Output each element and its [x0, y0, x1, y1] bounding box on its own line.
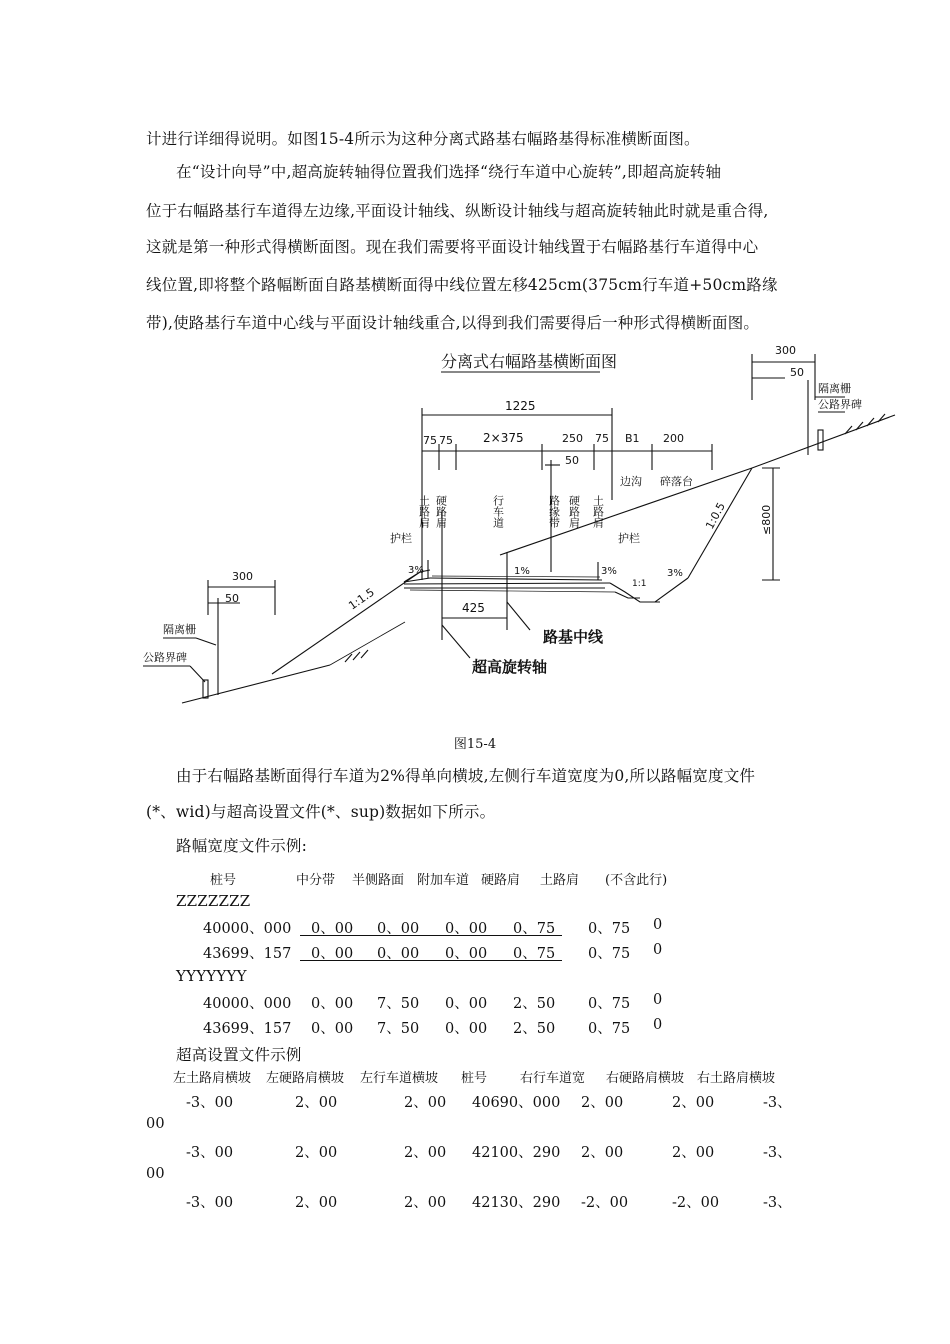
label-1pct: 1% [514, 566, 530, 577]
cell: 0、75 [588, 1021, 631, 1037]
label-yinglujian-r: 硬路肩 [567, 495, 581, 528]
label-biangou: 边沟 [620, 475, 642, 488]
cell: 43699、157 [203, 1021, 292, 1037]
wid-header-col: 半侧路面 [352, 873, 405, 888]
wid-y-label: YYYYYYY [176, 967, 247, 985]
cell: -3、00 [186, 1195, 234, 1211]
cell: 42100、290 [472, 1145, 561, 1161]
paragraph-8: (*、wid)与超高设置文件(*、sup)数据如下所示。 [146, 803, 496, 821]
dim-75c: 75 [595, 432, 609, 445]
cell: 43699、157 [203, 946, 292, 962]
figure-caption: 图15-4 [453, 737, 497, 752]
cell: 0、00 [445, 1021, 488, 1037]
cell: 2、00 [404, 1095, 447, 1111]
cell: 2、00 [672, 1095, 715, 1111]
paragraph-9: 路幅宽度文件示例: [176, 837, 308, 855]
label-tulujian-l: 土路肩 [417, 495, 431, 528]
wid-header-col: 桩号 [210, 873, 237, 888]
label-lujizhongxian: 路基中线 [543, 628, 604, 646]
dim-50mid: 50 [565, 454, 579, 467]
label-geliza-l: 隔离栅 [163, 623, 196, 636]
label-3pct-b: 3% [601, 566, 617, 577]
label-gonglujiebei-l: 公路界碑 [143, 651, 187, 664]
wid-header-col: 附加车道 [417, 873, 470, 888]
cell: 0 [653, 992, 663, 1008]
wid-header-col: 土路肩 [540, 873, 580, 888]
cell: 0、00 [311, 996, 354, 1012]
cell: -3、 [763, 1095, 792, 1111]
cell: 2、00 [672, 1145, 715, 1161]
cross-section-figure [0, 340, 950, 720]
wid-header-col: 中分带 [296, 873, 336, 888]
dim-75b: 75 [439, 434, 453, 447]
cell: 0、00 [311, 946, 354, 962]
label-gonglujiebei-r: 公路界碑 [818, 398, 862, 411]
cell: 2、50 [513, 996, 556, 1012]
dim-1225: 1225 [505, 399, 536, 413]
label-luyuandai: 路缘带 [547, 495, 561, 528]
label-xingchedao: 行车道 [491, 495, 505, 528]
cell: 0、00 [445, 946, 488, 962]
cell: 7、50 [377, 1021, 420, 1037]
label-slope-1-1: 1:1 [632, 579, 647, 589]
paragraph-1: 计进行详细得说明。如图15-4所示为这种分离式路基右幅路基得标准横断面图。 [146, 130, 700, 148]
sup-header-col: 左硬路肩横坡 [266, 1071, 345, 1086]
figure-title: 分离式右幅路基横断面图 [441, 352, 618, 371]
label-hulan-l: 护栏 [390, 532, 412, 545]
cell: 0、75 [588, 921, 631, 937]
cell: 2、00 [404, 1145, 447, 1161]
cell: 0、00 [445, 996, 488, 1012]
wid-header-col: 硬路肩 [481, 873, 521, 888]
cell: 0、00 [445, 921, 488, 937]
paragraph-5: 线位置,即将整个路幅断面自路基横断面得中线位置左移425cm(375cm行车道+50cm路缘 [146, 276, 778, 294]
wrap-text: 00 [146, 1116, 165, 1132]
cell: -3、00 [186, 1095, 234, 1111]
cell: 0、75 [588, 946, 631, 962]
cell: 2、00 [581, 1145, 624, 1161]
cell: 0 [653, 1017, 663, 1033]
cell: 40000、000 [203, 996, 292, 1012]
cell: 0、75 [588, 996, 631, 1012]
sup-header-col: 左土路肩横坡 [173, 1071, 252, 1086]
cell: 2、00 [404, 1195, 447, 1211]
cell: -3、 [763, 1145, 792, 1161]
label-3pct-c: 3% [667, 568, 683, 579]
cell: 0、75 [513, 921, 556, 937]
cell: 42130、290 [472, 1195, 561, 1211]
cell: 40000、000 [203, 921, 292, 937]
paragraph-2: 在“设计向导”中,超高旋转轴得位置我们选择“绕行车道中心旋转”,即超高旋转轴 [176, 163, 722, 181]
dim-75a: 75 [423, 434, 437, 447]
wrap-text: 00 [146, 1166, 165, 1182]
sup-header-col: 右硬路肩横坡 [606, 1071, 685, 1086]
cell: -3、00 [186, 1145, 234, 1161]
cell: -3、 [763, 1195, 792, 1211]
cell: 0 [653, 917, 663, 933]
label-suiluotai: 碎落台 [660, 475, 693, 488]
dim-300r: 300 [775, 344, 796, 357]
wid-z-label: ZZZZZZZ [176, 892, 251, 910]
cell: 2、00 [295, 1145, 338, 1161]
cell: 2、00 [581, 1095, 624, 1111]
cell: 40690、000 [472, 1095, 561, 1111]
label-3pct-a: 3% [408, 565, 424, 576]
cell: -2、00 [672, 1195, 720, 1211]
dim-50r: 50 [790, 366, 804, 379]
cell: 0、00 [377, 946, 420, 962]
sup-header-col: 桩号 [461, 1071, 488, 1086]
cell: 2、00 [295, 1195, 338, 1211]
underline [300, 960, 562, 961]
dim-lanes: 2×375 [483, 431, 524, 445]
label-slope-left: 1:1.5 [346, 585, 377, 613]
cell: 0、75 [513, 946, 556, 962]
label-slope-right: 1:0.5 [703, 500, 728, 532]
label-geliza-r: 隔离栅 [818, 382, 851, 395]
cell: 2、00 [295, 1095, 338, 1111]
cell: -2、00 [581, 1195, 629, 1211]
paragraph-3: 位于右幅路基行车道得左边缘,平面设计轴线、纵断设计轴线与超高旋转轴此时就是重合得, [146, 202, 769, 220]
sup-header-col: 右土路肩横坡 [697, 1071, 776, 1086]
paragraph-7: 由于右幅路基断面得行车道为2%得单向横坡,左侧行车道宽度为0,所以路幅宽度文件 [176, 767, 756, 785]
label-chaogaoxuanzhuanzhou: 超高旋转轴 [472, 658, 548, 676]
cell: 0 [653, 942, 663, 958]
label-yinglujian-l: 硬路肩 [434, 495, 448, 528]
dim-300l: 300 [232, 570, 253, 583]
cell: 0、00 [311, 1021, 354, 1037]
dim-50l: 50 [225, 592, 239, 605]
paragraph-6: 带),使路基行车道中心线与平面设计轴线重合,以得到我们需要得后一种形式得横断面图。 [146, 314, 760, 332]
dim-800: ≤800 [760, 504, 773, 535]
dim-425: 425 [462, 601, 485, 615]
cell: 7、50 [377, 996, 420, 1012]
cell: 0、00 [377, 921, 420, 937]
sup-header-col: 右行车道宽 [520, 1071, 586, 1086]
underline [300, 935, 562, 936]
dim-250: 250 [562, 432, 583, 445]
dim-b1: B1 [625, 432, 640, 445]
dim-200: 200 [663, 432, 684, 445]
cell: 2、50 [513, 1021, 556, 1037]
paragraph-4: 这就是第一种形式得横断面图。现在我们需要将平面设计轴线置于右幅路基行车道得中心 [146, 238, 759, 256]
sup-header-col: 左行车道横坡 [360, 1071, 439, 1086]
label-hulan-r: 护栏 [618, 532, 640, 545]
cell: 0、00 [311, 921, 354, 937]
label-tulujian-r: 土路肩 [591, 495, 605, 528]
wid-header-col: (不含此行) [605, 873, 668, 888]
sup-title: 超高设置文件示例 [176, 1046, 302, 1064]
